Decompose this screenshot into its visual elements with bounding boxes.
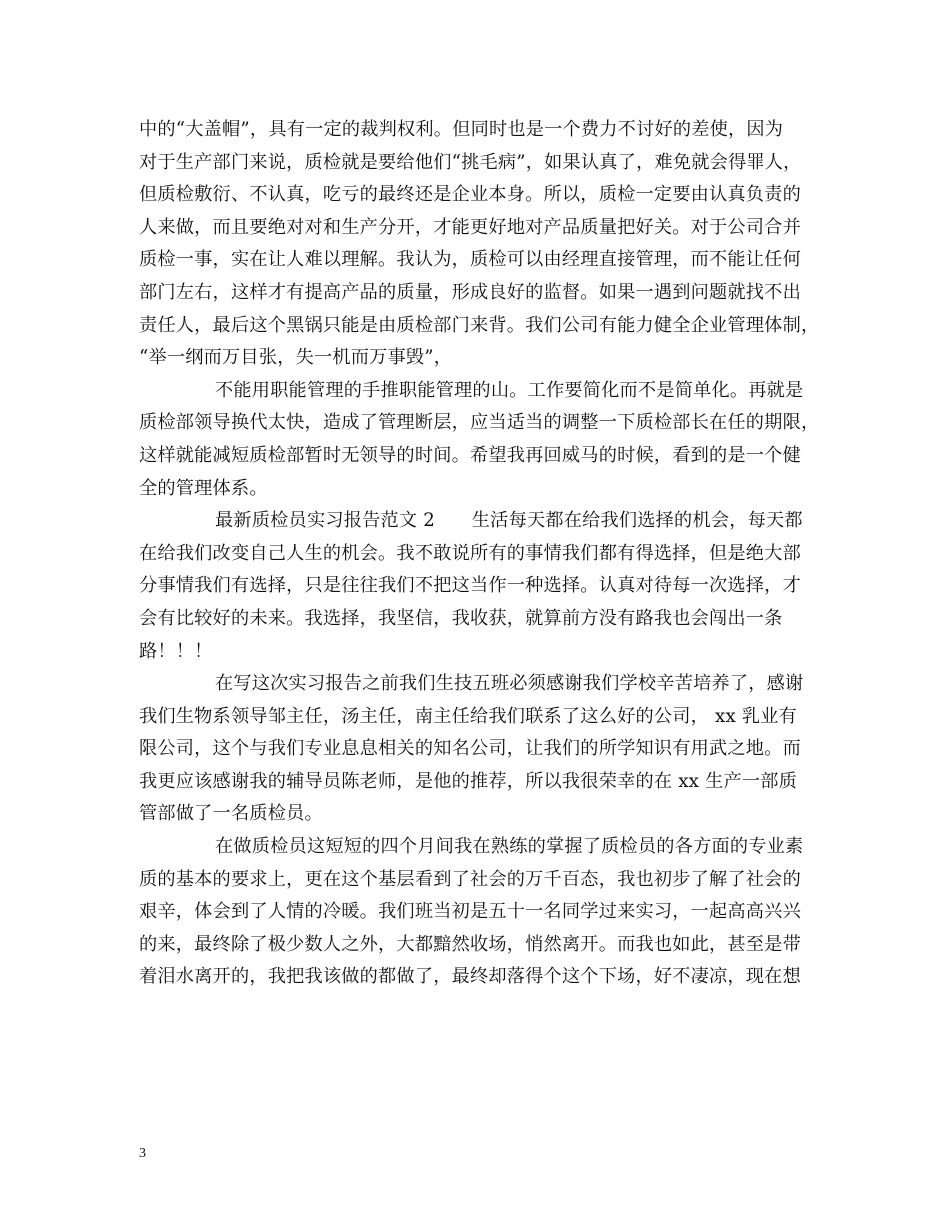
text-line: 我们生物系领导邹主任，汤主任，南主任给我们联系了这么好的公司， xx 乳业有 bbox=[139, 705, 798, 727]
text-line: 质检部领导换代太快，造成了管理断层，应当适当的调整一下质检部长在任的期限， bbox=[139, 412, 820, 434]
text-line: 着泪水离开的，我把我该做的都做了，最终却落得个这个下场，好不凄凉，现在想 bbox=[139, 966, 801, 988]
text-line: 在做质检员这短短的四个月间我在熟练的掌握了质检员的各方面的专业素 bbox=[215, 836, 804, 858]
text-line: 中的“大盖帽”，具有一定的裁判权利。但同时也是一个费力不讨好的差使，因为 bbox=[139, 119, 784, 140]
text-line: 部门左右，这样才有提高产品的质量，形成良好的监督。如果一遇到问题就找不出 bbox=[139, 281, 801, 303]
text-line: 全的管理体系。 bbox=[139, 477, 268, 499]
text-line: 的来，最终除了极少数人之外，大都黯然收场，悄然离开。而我也如此，甚至是带 bbox=[139, 933, 801, 955]
text-line: 这样就能减短质检部暂时无领导的时间。希望我再回威马的时候，看到的是一个健 bbox=[139, 444, 801, 466]
body-text bbox=[139, 114, 829, 994]
text-line: 管部做了一名质检员。 bbox=[139, 803, 323, 825]
text-line: 艰辛，体会到了人情的冷暖。我们班当初是五十一名同学过来实习，一起高高兴兴 bbox=[139, 901, 801, 923]
text-line: 路！！！ bbox=[139, 640, 213, 662]
text-line: 质的基本的要求上，更在这个基层看到了社会的万千百态，我也初步了解了社会的 bbox=[139, 868, 801, 890]
text-line: 不能用职能管理的手推职能管理的山。工作要简化而不是简单化。再就是 bbox=[215, 379, 804, 401]
text-line: 最新质检员实习报告范文 2 生活每天都在给我们选择的机会，每天都 bbox=[215, 510, 803, 532]
text-line: 但质检敷衍、不认真，吃亏的最终还是企业本身。所以，质检一定要由认真负责的 bbox=[139, 184, 801, 206]
text-line: 限公司，这个与我们专业息息相关的知名公司，让我们的所学知识有用武之地。而 bbox=[139, 738, 801, 760]
text-line: 对于生产部门来说，质检就是要给他们“挑毛病”，如果认真了，难免就会得罪人， bbox=[139, 151, 802, 173]
text-line: 分事情我们有选择，只是往往我们不把这当作一种选择。认真对待每一次选择，才 bbox=[139, 575, 801, 597]
text-line: 会有比较好的未来。我选择，我坚信，我收获，就算前方没有路我也会闯出一条 bbox=[139, 607, 783, 629]
page-number: 3 bbox=[139, 1146, 146, 1161]
text-line: 我更应该感谢我的辅导员陈老师，是他的推荐，所以我很荣幸的在 xx 生产一部质 bbox=[139, 770, 798, 792]
text-line: 责任人，最后这个黑锅只能是由质检部门来背。我们公司有能力健全企业管理体制， bbox=[139, 314, 820, 336]
text-line: 在给我们改变自己人生的机会。我不敢说所有的事情我们都有得选择，但是绝大部 bbox=[139, 542, 801, 564]
text-line: 在写这次实习报告之前我们生技五班必须感谢我们学校辛苦培养了，感谢 bbox=[215, 673, 804, 695]
text-line: 质检一事，实在让人难以理解。我认为，质检可以由经理直接管理，而不能让任何 bbox=[139, 249, 801, 271]
text-line: 人来做，而且要绝对对和生产分开，才能更好地对产品质量把好关。对于公司合并 bbox=[139, 216, 801, 238]
text-line: “举一纲而万目张，失一机而万事毁”， bbox=[139, 347, 453, 369]
